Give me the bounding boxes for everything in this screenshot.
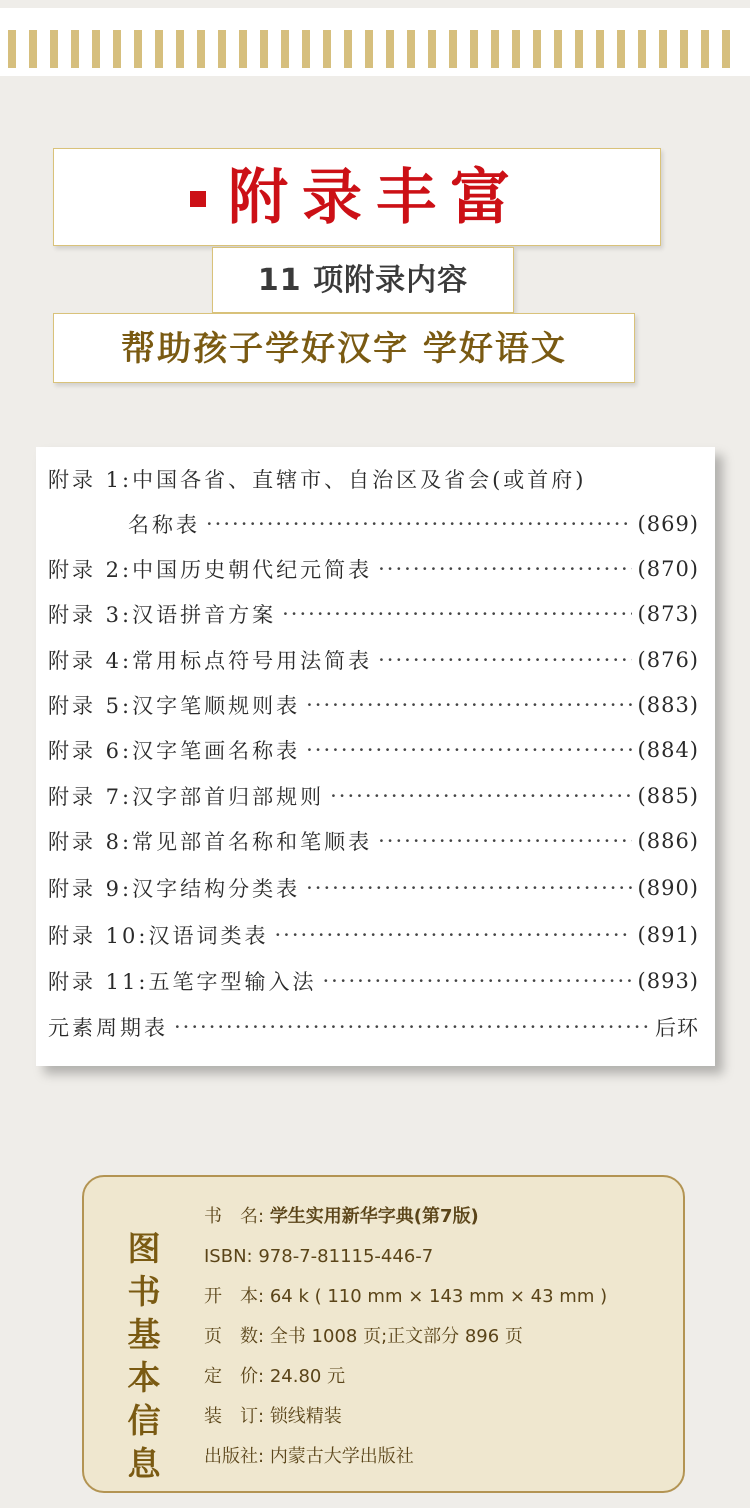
toc-page-number: (876) (637, 648, 699, 672)
toc-row (48, 733, 699, 767)
slogan-banner (53, 313, 635, 383)
toc-row (128, 507, 699, 541)
book-info-panel (82, 1175, 685, 1493)
toc-label: 附录 3:汉语拼音方案 (48, 603, 277, 627)
info-row-isbn (204, 1244, 433, 1270)
info-row-publisher (204, 1444, 414, 1470)
info-value: 内蒙古大学出版社 (269, 1446, 414, 1467)
toc-row (48, 597, 699, 631)
toc-page-number: (891) (637, 923, 699, 947)
page-title: 附录丰富 (228, 163, 524, 233)
info-value: 全书 1008 页;正文部分 896 页 (269, 1326, 523, 1347)
slogan-text: 帮助孩子学好汉字 学好语文 (121, 329, 567, 369)
info-key: 出版社: (204, 1446, 265, 1467)
toc-label: 附录 5:汉字笔顺规则表 (48, 694, 301, 718)
leader-dots (306, 738, 631, 762)
toc-label: 附录 11:五笔字型输入法 (48, 970, 317, 994)
toc-row (48, 779, 699, 813)
toc-page-number: (869) (637, 512, 699, 536)
book-info-heading: 图 书 基 本 信 息 (127, 1229, 161, 1483)
leader-dots (322, 969, 631, 993)
leader-dots (306, 693, 631, 717)
leader-dots (274, 923, 631, 947)
toc-page-number: 后环 (655, 1016, 699, 1040)
info-value: 学生实用新华字典(第7版) (269, 1206, 479, 1227)
red-square-bullet (190, 191, 206, 207)
info-key: ISBN: (204, 1246, 253, 1267)
gold-stripe-pattern (8, 30, 742, 68)
toc-page-number: (886) (637, 829, 699, 853)
toc-row (48, 1010, 699, 1044)
toc-page-number: (884) (637, 738, 699, 762)
info-row-format (204, 1284, 607, 1310)
info-value: 978-7-81115-446-7 (258, 1246, 434, 1267)
toc-row (48, 643, 699, 677)
toc-label: 附录 7:汉字部首归部规则 (48, 785, 325, 809)
info-row-title (204, 1204, 479, 1230)
leader-dots (378, 557, 631, 581)
toc-row (48, 552, 699, 586)
leader-dots (282, 602, 631, 626)
appendix-count-subtitle: 11 项附录内容 (257, 263, 469, 298)
toc-label: 名称表 (128, 513, 200, 537)
toc-page-number: (890) (637, 876, 699, 900)
info-value: 锁线精装 (269, 1406, 342, 1427)
info-row-pages (204, 1324, 523, 1350)
info-row-price (204, 1364, 345, 1390)
leader-dots (306, 876, 631, 900)
toc-label: 附录 1:中国各省、直辖市、自治区及省会(或首府) (48, 468, 587, 492)
toc-row (48, 688, 699, 722)
top-decorative-band (0, 8, 750, 76)
toc-row (48, 462, 699, 496)
toc-page-number: (883) (637, 693, 699, 717)
title-banner (53, 148, 661, 246)
leader-dots (378, 648, 631, 672)
info-key: 定 价: (204, 1366, 265, 1387)
toc-label: 附录 4:常用标点符号用法简表 (48, 649, 373, 673)
toc-row (48, 964, 699, 998)
toc-page-number: (885) (637, 784, 699, 808)
toc-row (48, 824, 699, 858)
toc-label: 附录 10:汉语词类表 (48, 924, 269, 948)
leader-dots (330, 784, 631, 808)
toc-label: 附录 2:中国历史朝代纪元简表 (48, 558, 373, 582)
info-key: 页 数: (204, 1326, 265, 1347)
leader-dots (378, 829, 631, 853)
info-key: 书 名: (204, 1206, 265, 1227)
toc-page-number: (873) (637, 602, 699, 626)
toc-label: 附录 8:常见部首名称和笔顺表 (48, 830, 373, 854)
toc-page-number: (893) (637, 969, 699, 993)
info-row-binding (204, 1404, 342, 1430)
toc-label: 附录 6:汉字笔画名称表 (48, 739, 301, 763)
toc-label: 附录 9:汉字结构分类表 (48, 877, 301, 901)
info-value: 24.80 元 (269, 1366, 346, 1387)
leader-dots (206, 512, 632, 536)
toc-label: 元素周期表 (48, 1016, 168, 1040)
appendix-table-of-contents (36, 447, 715, 1066)
toc-row (48, 918, 699, 952)
toc-page-number: (870) (637, 557, 699, 581)
subtitle-banner (212, 247, 514, 313)
leader-dots (174, 1015, 649, 1039)
toc-row (48, 871, 699, 905)
info-value: 64 k ( 110 mm × 143 mm × 43 mm ) (269, 1286, 608, 1307)
info-key: 开 本: (204, 1286, 265, 1307)
info-key: 装 订: (204, 1406, 265, 1427)
